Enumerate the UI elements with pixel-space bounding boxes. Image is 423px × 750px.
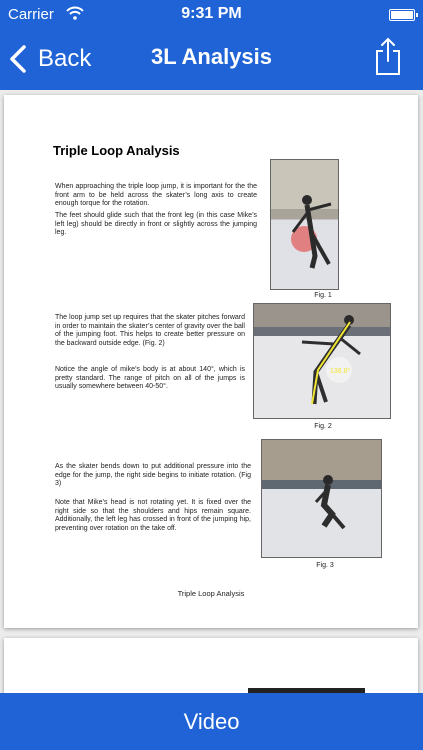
figure2-angle-label: 136.8° <box>330 368 351 375</box>
back-button[interactable] <box>8 39 91 79</box>
share-icon[interactable] <box>373 36 403 76</box>
battery-icon <box>389 9 415 21</box>
section2-paragraph2: Notice the angle of mike’s body is at about 140°, which is pretty standard. The range of pitch on all of the jumps is usually somewhere between 40-50°. <box>55 366 245 391</box>
figure2-caption: Fig. 2 <box>314 423 332 430</box>
video-button[interactable] <box>0 693 423 750</box>
figure2-photo <box>253 303 391 419</box>
chevron-left-icon <box>8 44 28 74</box>
page-title: 3L Analysis <box>150 44 273 69</box>
document-title: Triple Loop Analysis <box>53 143 180 158</box>
figure3-skater-illustration <box>262 440 382 558</box>
section3-paragraph1: As the skater bends down to put additional pressure into the edge for the jump, the right side begins to initiate rotation. (Fig 3) <box>55 463 251 488</box>
video-button-label: Video <box>183 708 240 734</box>
figure1-photo <box>270 159 339 290</box>
carrier-label: Carrier <box>8 6 54 23</box>
back-label: Back <box>38 45 92 72</box>
figure1-caption: Fig. 1 <box>314 292 332 299</box>
figure3-photo <box>261 439 382 558</box>
nav-bar <box>0 30 423 90</box>
status-time: 9:31 PM <box>181 5 242 22</box>
section2-paragraph1: The loop jump set up requires that the skater pitches forward in order to maintain the skater’s center of gravity over the ball of the jumping foot. This helps to create better pressure on the backward outside edge. (Fig. 2) <box>55 314 245 347</box>
section1-paragraph1: When approaching the triple loop jump, it is important for the the front arm to be held across the skater’s long axis to create enough torque for the rotation. <box>55 183 257 208</box>
figure1-skater-illustration <box>271 160 339 290</box>
document-page-1[interactable] <box>4 95 418 628</box>
document-footer: Triple Loop Analysis <box>177 589 245 598</box>
figure3-caption: Fig. 3 <box>316 562 334 569</box>
figure2-skater-illustration <box>254 304 391 419</box>
status-bar <box>0 0 423 30</box>
section1-paragraph2: The feet should glide such that the front leg (in this case Mike’s left leg) should be directly in front or slightly across the jumping leg. <box>55 212 257 237</box>
navigation-header <box>0 0 423 90</box>
section3-paragraph2: Note that Mike’s head is not rotating yet. It is fixed over the right side so that the shoulders and hips remain square. Additionally, the left leg has crossed in front of the jumping hip, preventing over rotation on the take off. <box>55 499 251 532</box>
